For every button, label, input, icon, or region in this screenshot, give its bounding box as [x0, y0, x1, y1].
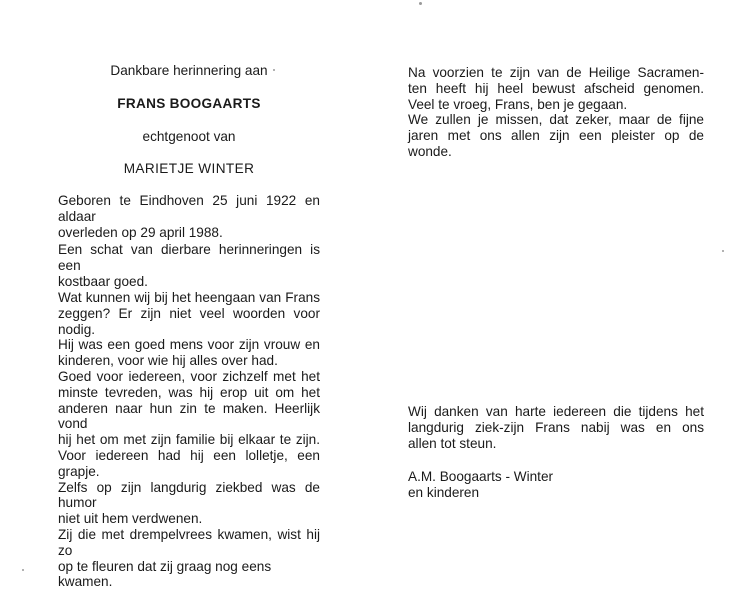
signature-family: en kinderen [408, 484, 480, 500]
spouse-label: echtgenoot van [142, 129, 236, 144]
text-line: langdurig ziek-zijn Frans nabij was en ons [408, 419, 704, 435]
text-line: kinderen, voor wie hij alles over had. [58, 353, 278, 369]
text-line: wonde. [408, 143, 452, 159]
dedication-line: Dankbare herinnering aan [110, 63, 268, 78]
text-line: hij het om met zijn familie bij elkaar te zijn. [58, 432, 320, 448]
text-line: Zelfs op zijn langdurig ziekbed was de humor [58, 479, 320, 511]
text-line: zeggen? Er zijn niet veel woorden voor nodig. [58, 305, 320, 337]
text-line: Hij was een goed mens voor zijn vrouw en [58, 337, 320, 353]
text-line: Geboren te Eindhoven 25 juni 1922 en aldaar [58, 193, 320, 224]
text-line: Na voorzien te zijn van de Heilige Sacramen- [408, 65, 704, 80]
birth-death-paragraph [58, 193, 320, 240]
text-line: Wat kunnen wij bij het heengaan van Frans [58, 290, 320, 305]
text-line: Voor iedereen had hij een lolletje, een grapje. [58, 447, 320, 479]
memory-paragraph [58, 242, 320, 289]
signature-name: A.M. Boogaarts - Winter [408, 469, 554, 484]
text-line: We zullen je missen, dat zeker, maar de fijne [408, 112, 704, 128]
text-line: allen tot steun. [408, 435, 497, 451]
text-line: jaren met ons allen zijn een pleister op de [408, 128, 704, 144]
deceased-name: FRANS BOOGAARTS [117, 96, 261, 111]
text-line: minste tevreden, was hij erop uit om het [58, 384, 320, 400]
text-line: anderen naar hun zin te maken. Heerlijk vond [58, 400, 320, 432]
text-line: ten heeft hij heel bewust afscheid genomen. [408, 80, 704, 96]
thanks-paragraph [408, 404, 704, 451]
text-line: Een schat van dierbare herinneringen is een [58, 242, 320, 273]
text-line: Zij die met drempelvrees kwamen, wist hij zo [58, 526, 320, 558]
speck [722, 250, 724, 252]
text-line: Goed voor iedereen, voor zichzelf met het [58, 368, 320, 384]
speck [22, 569, 24, 571]
text-line: Veel te vroeg, Frans, ben je gegaan. [408, 96, 628, 112]
signature-block [408, 469, 704, 501]
farewell-paragraph [408, 65, 704, 160]
text-line: op te fleuren dat zij graag nog eens kwamen. [58, 558, 272, 590]
text-line: Wij danken van harte iedereen die tijdens het [408, 404, 704, 419]
tribute-paragraph [58, 290, 320, 590]
speck [419, 2, 422, 5]
text-line: kostbaar goed. [58, 273, 148, 289]
spouse-name: MARIETJE WINTER [123, 161, 255, 176]
text-line: overleden op 29 april 1988. [58, 224, 223, 240]
text-line: niet uit hem verdwenen. [58, 511, 203, 527]
